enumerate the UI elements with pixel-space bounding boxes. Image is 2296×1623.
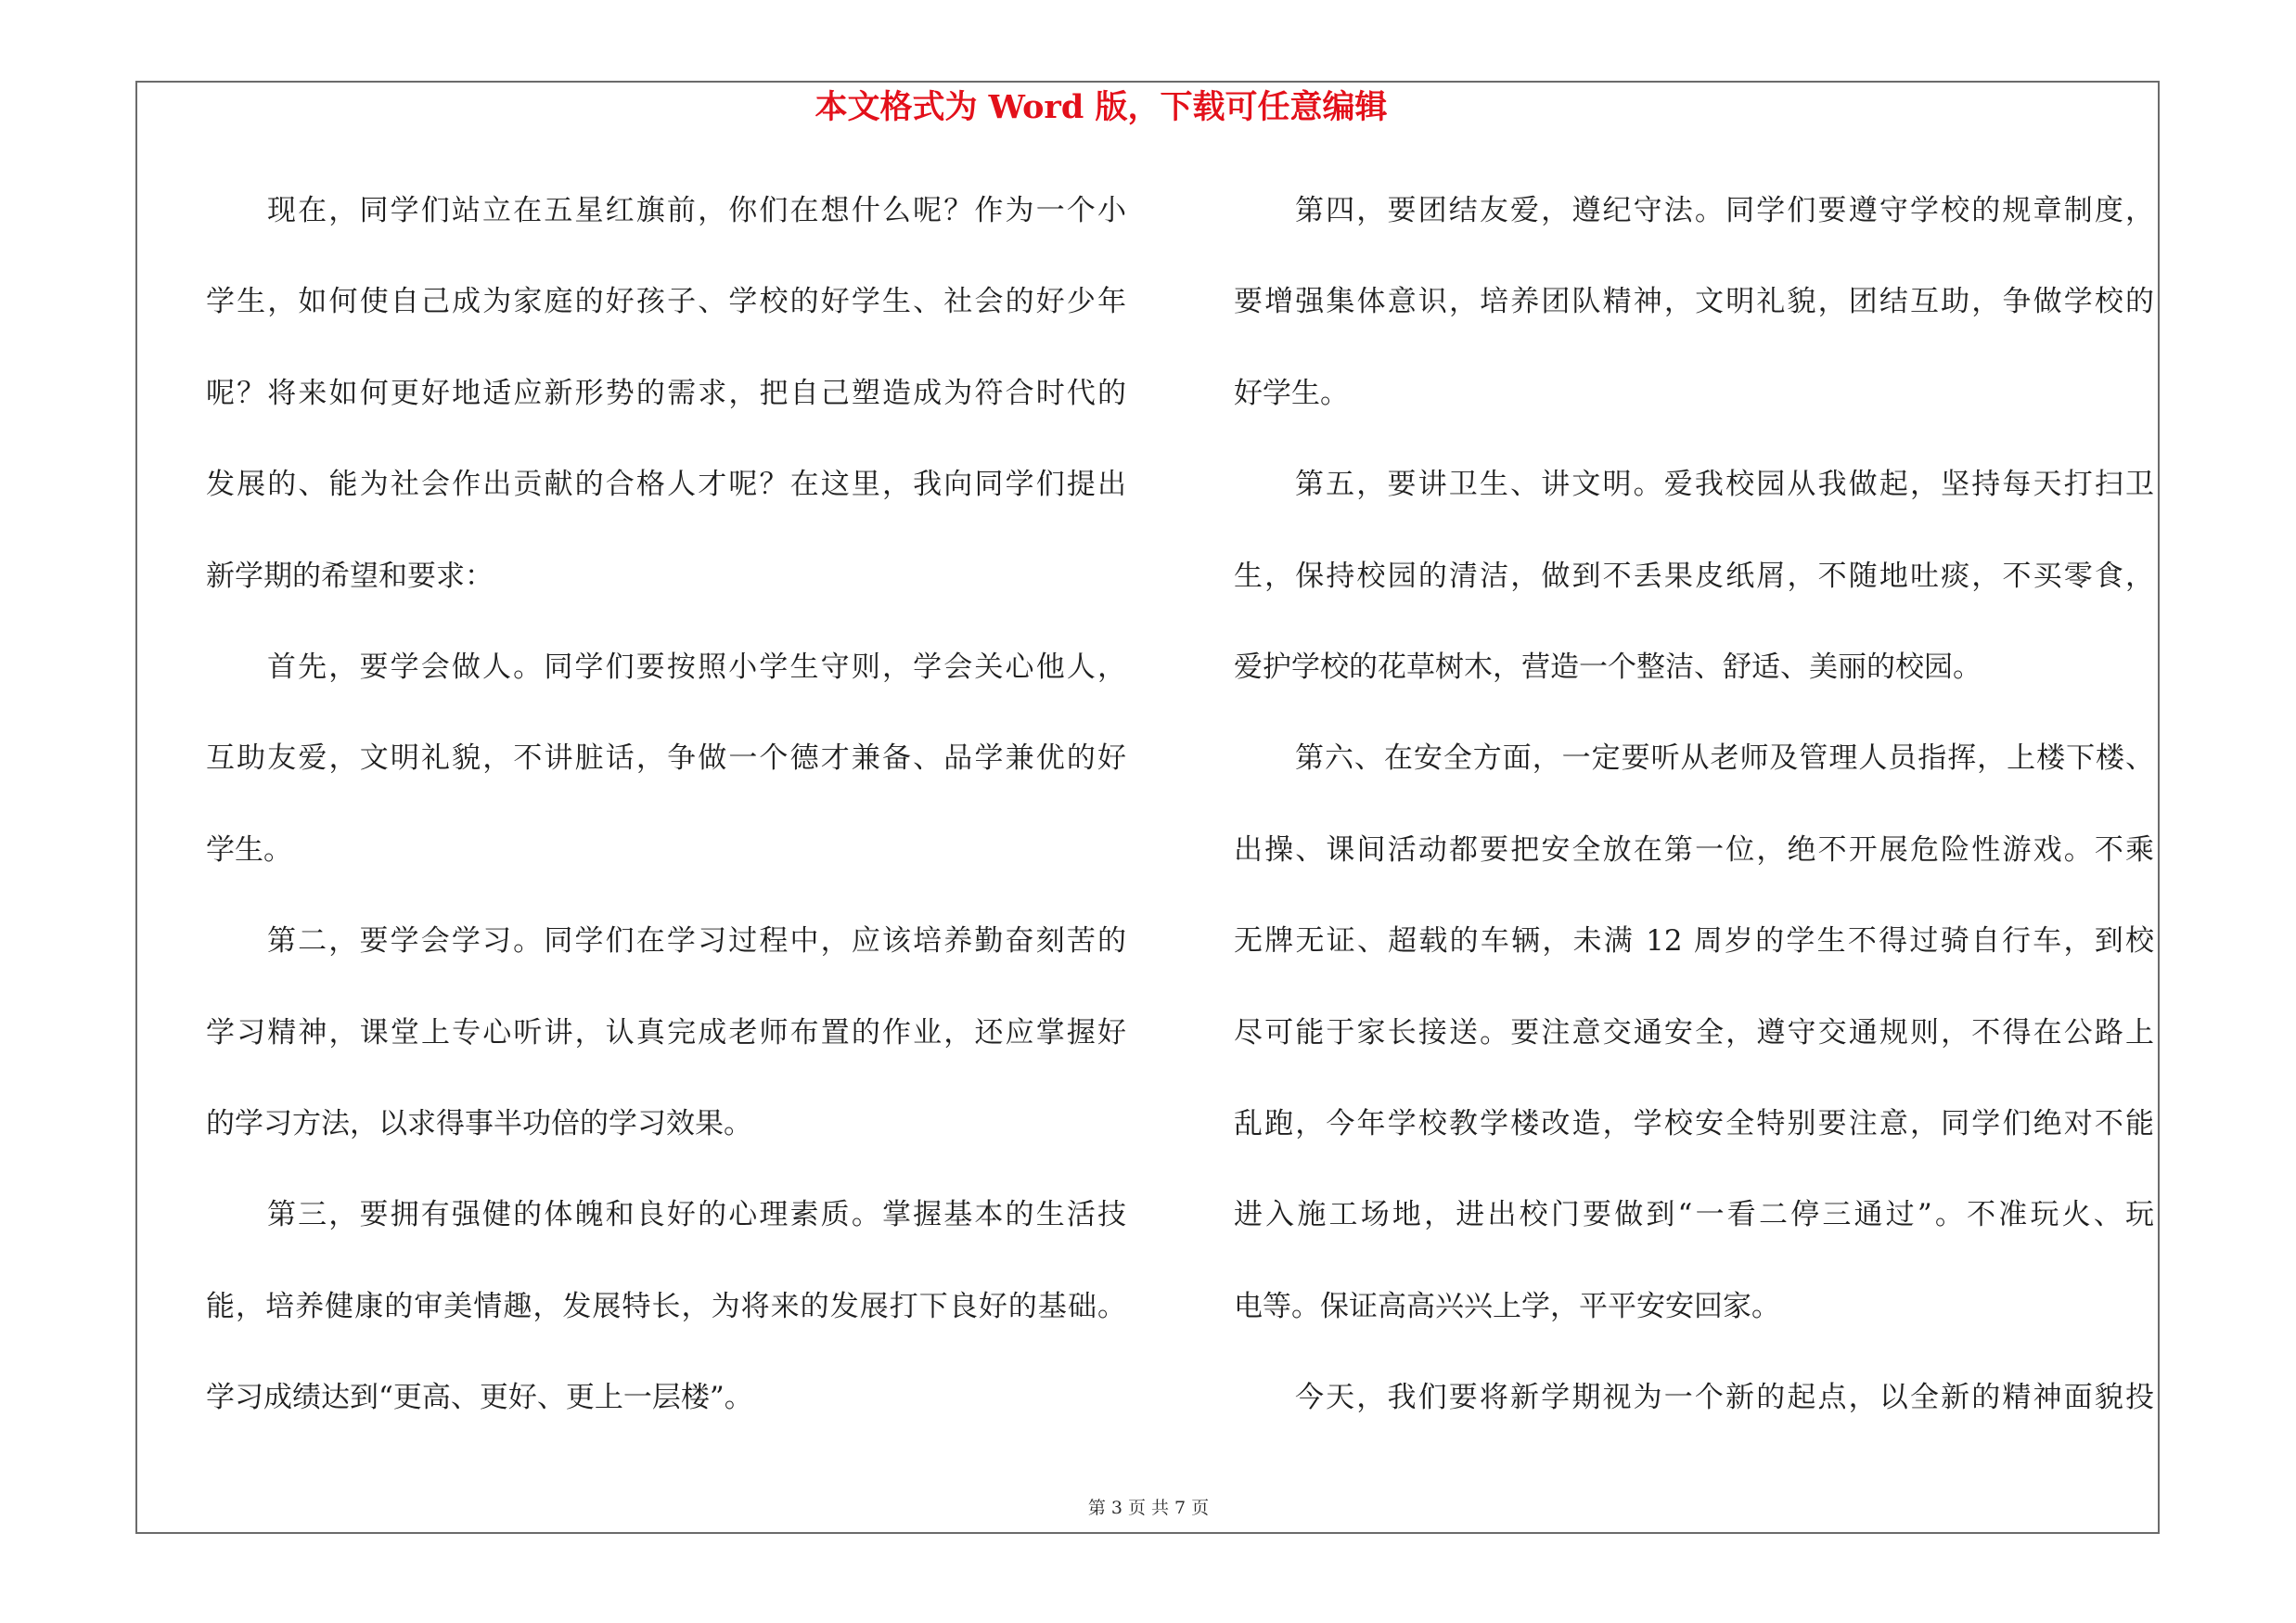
text-line: 学生。 [206, 832, 292, 867]
text-line: 出操、课间活动都要把安全放在第一位，绝不开展危险性游戏。不乘 [1234, 832, 2154, 867]
text-line: 新学期的希望和要求： [206, 559, 494, 593]
text-line: 尽可能于家长接送。要注意交通安全，遵守交通规则，不得在公路上 [1234, 1015, 2154, 1050]
text-line: 今天，我们要将新学期视为一个新的起点，以全新的精神面貌投 [1295, 1381, 2154, 1415]
text-line: 学生，如何使自己成为家庭的好孩子、学校的好学生、社会的好少年 [206, 285, 1126, 319]
text-line: 无牌无证、超载的车辆，未满 12 周岁的学生不得过骑自行车，到校 [1234, 924, 2154, 959]
paragraph [1234, 165, 2154, 439]
paragraph [206, 165, 1126, 622]
paragraph [206, 622, 1126, 895]
text-line: 第三，要拥有强健的体魄和良好的心理素质。掌握基本的生活技 [267, 1198, 1126, 1232]
text-line: 能，培养健康的审美情趣，发展特长，为将来的发展打下良好的基础。 [206, 1289, 1126, 1323]
text-line: 好学生。 [1234, 376, 1349, 410]
paragraph [1234, 713, 2154, 1352]
text-line: 学习精神，课堂上专心听讲，认真完成老师布置的作业，还应掌握好 [206, 1015, 1126, 1050]
text-line: 发展的、能为社会作出贡献的合格人才呢？在这里，我向同学们提出 [206, 468, 1126, 502]
left-text-column [206, 165, 1126, 1443]
text-line: 要增强集体意识，培养团队精神，文明礼貌，团结互助，争做学校的 [1234, 285, 2154, 319]
page-number: 第 3 页 共 7 页 [1087, 1498, 1210, 1518]
text-line: 第四，要团结友爱，遵纪守法。同学们要遵守学校的规章制度， [1295, 194, 2154, 227]
paragraph [206, 895, 1126, 1169]
text-line: 第二，要学会学习。同学们在学习过程中，应该培养勤奋刻苦的 [267, 924, 1126, 959]
text-line: 生，保持校园的清洁，做到不丢果皮纸屑，不随地吐痰，不买零食， [1234, 559, 2154, 593]
text-line: 首先，要学会做人。同学们要按照小学生守则，学会关心他人， [267, 650, 1126, 684]
text-line: 第五，要讲卫生、讲文明。爱我校园从我做起，坚持每天打扫卫 [1295, 468, 2154, 502]
paragraph [1234, 1352, 2154, 1443]
text-line: 的学习方法，以求得事半功倍的学习效果。 [206, 1106, 752, 1140]
text-line: 互助友爱，文明礼貌，不讲脏话，争做一个德才兼备、品学兼优的好 [206, 741, 1126, 776]
text-line: 爱护学校的花草树木，营造一个整洁、舒适、美丽的校园。 [1234, 650, 1982, 684]
text-line: 进入施工场地，进出校门要做到“一看二停三通过”。不准玩火、玩 [1234, 1198, 2154, 1232]
text-line: 第六、在安全方面，一定要听从老师及管理人员指挥，上楼下楼、 [1295, 741, 2154, 776]
paragraph [206, 1169, 1126, 1443]
text-line: 电等。保证高高兴兴上学，平平安安回家。 [1234, 1289, 1780, 1323]
text-line: 现在，同学们站立在五星红旗前，你们在想什么呢？作为一个小 [267, 194, 1126, 227]
right-text-column [1234, 165, 2154, 1443]
paragraph [1234, 439, 2154, 713]
text-line: 学习成绩达到“更高、更好、更上一层楼”。 [206, 1381, 753, 1415]
text-line: 乱跑，今年学校教学楼改造，学校安全特别要注意，同学们绝对不能 [1234, 1106, 2154, 1140]
text-line: 呢？将来如何更好地适应新形势的需求，把自己塑造成为符合时代的 [206, 376, 1126, 410]
format-notice: 本文格式为 Word 版，下载可任意编辑 [815, 88, 1388, 126]
